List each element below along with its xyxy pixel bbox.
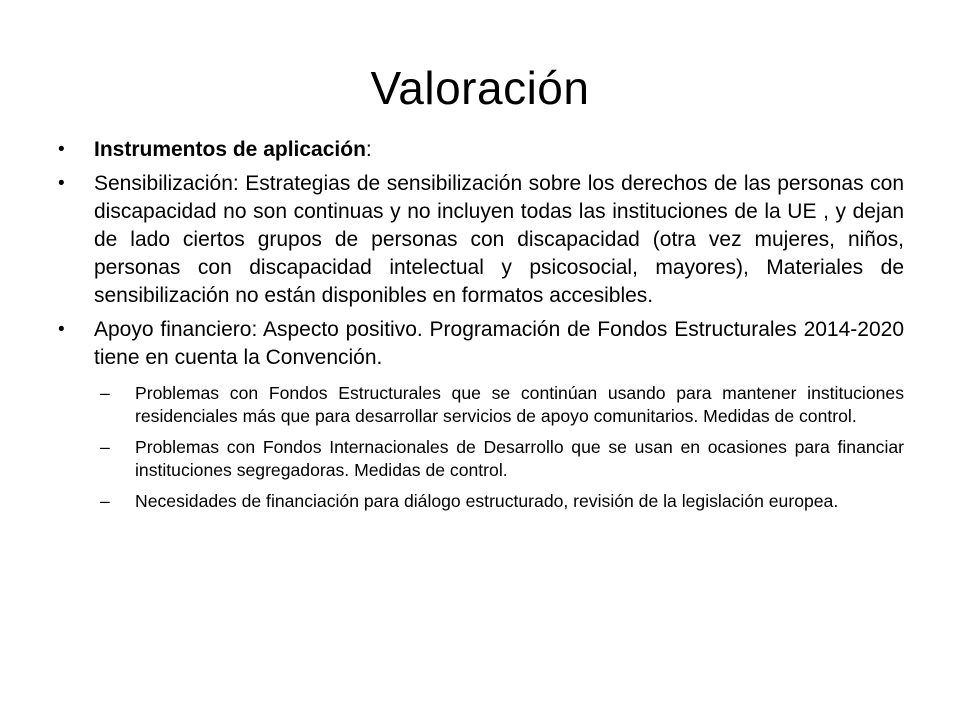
bullet-text: Apoyo financiero: Aspecto positivo. Programación de Fondos Estructurales 2014-2020 tiene en cuenta la Convención.	[94, 318, 904, 369]
bullet-marker: •	[58, 173, 65, 194]
sub-bullet-text: Necesidades de financiación para diálogo estructurado, revisión de la legislación europea.	[135, 491, 839, 511]
bullet-marker: •	[58, 319, 65, 340]
sub-bullet-marker: –	[100, 491, 110, 511]
bullet-item	[58, 170, 904, 310]
bullet-marker: •	[58, 139, 65, 160]
sub-bullet-text: Problemas con Fondos Internacionales de Desarrollo que se usan en ocasiones para financiar instituciones segregadoras. Medidas de control.	[135, 437, 904, 480]
sub-bullet-marker: –	[100, 383, 110, 403]
bullet-text: :	[365, 138, 372, 161]
slide-title: Valoración	[370, 62, 590, 114]
slide-content	[58, 136, 904, 521]
sub-bullet-marker: –	[100, 437, 110, 457]
sub-bullet-item	[94, 490, 904, 513]
bullet-bold-text: Instrumentos de aplicación	[94, 138, 366, 161]
bullet-item	[58, 136, 904, 164]
bullet-text: Sensibilización: Estrategias de sensibilización sobre los derechos de las personas con discapacidad no son continuas y no incluyen todas las instituciones de la UE , y dejan de lado ciertos grupos de personas con discapacidad (otra vez mujeres, niños, personas con discapacidad intelectual y psicosocial, mayores), Materiales de sensibilización no están disponibles en formatos accesibles.	[94, 172, 904, 307]
sub-bullet-item	[94, 382, 904, 428]
sub-bullet-item	[94, 436, 904, 482]
sub-bullet-text: Problemas con Fondos Estructurales que se continúan usando para mantener instituciones residenciales más que para desarrollar servicios de apoyo comunitarios. Medidas de control.	[135, 383, 904, 426]
bullet-item	[58, 316, 904, 372]
